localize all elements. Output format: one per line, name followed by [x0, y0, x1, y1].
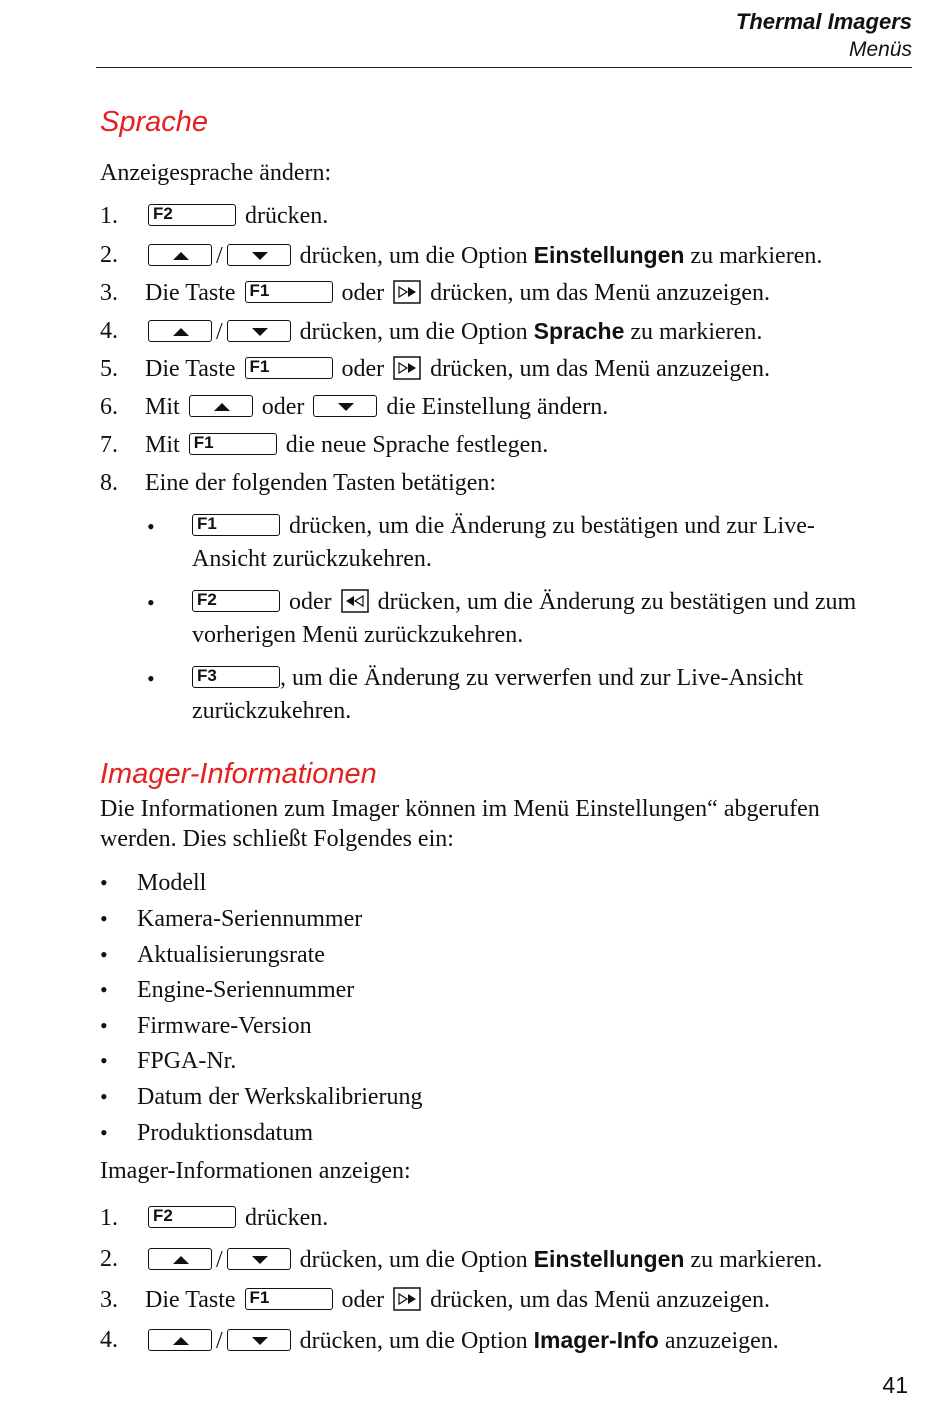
right-arrow-key-icon: [393, 356, 421, 380]
up-arrow-key-icon: [148, 1329, 212, 1351]
step-5: Die Taste F1 oder drücken, um das Menü anzuzeigen.: [145, 356, 771, 382]
section-title-sprache: Sprache: [100, 106, 209, 138]
f1-key-icon: F1: [245, 357, 333, 379]
imager-display-intro: Imager-Informationen anzeigen:: [100, 1158, 411, 1184]
up-arrow-key-icon: [148, 320, 212, 342]
imager-step-2: / drücken, um die Option Einstellungen zu markieren.: [145, 1244, 822, 1275]
back-arrow-key-icon: [341, 589, 369, 613]
step-number: 6.: [100, 394, 118, 420]
header-rule: [96, 67, 912, 68]
imager-intro-line1: Die Informationen zum Imager können im Menü Einstellungen“ abgerufen: [100, 796, 820, 822]
imager-intro-line2: werden. Dies schließt Folgendes ein:: [100, 826, 454, 852]
up-arrow-key-icon: [148, 244, 212, 266]
imager-step-1: F2 drücken.: [145, 1203, 328, 1233]
step-4: / drücken, um die Option Sprache zu markieren.: [145, 316, 762, 347]
page-header: [736, 8, 912, 64]
bullet: •: [100, 977, 108, 1002]
step-number: 7.: [100, 432, 118, 458]
list-item: Datum der Werkskalibrierung: [137, 1084, 423, 1110]
right-arrow-key-icon: [393, 1287, 421, 1311]
step-number: 4.: [100, 1327, 118, 1353]
imager-step-4: / drücken, um die Option Imager-Info anzuzeigen.: [145, 1325, 779, 1356]
list-item: Firmware-Version: [137, 1013, 312, 1039]
bullet: •: [100, 1084, 108, 1109]
bullet: •: [100, 1013, 108, 1038]
list-item: Engine-Seriennummer: [137, 977, 355, 1003]
bullet: •: [100, 942, 108, 967]
down-arrow-key-icon: [313, 395, 377, 417]
step-number: 1.: [100, 1205, 118, 1231]
step-number: 4.: [100, 318, 118, 344]
f2-key-icon: F2: [148, 1206, 236, 1228]
step-6: Mit oder die Einstellung ändern.: [145, 394, 609, 420]
step-number: 8.: [100, 470, 118, 496]
step-number: 5.: [100, 356, 118, 382]
option-name: Imager-Info: [533, 1327, 659, 1353]
header-product: Thermal Imagers: [735, 9, 912, 34]
option-name: Sprache: [533, 318, 625, 344]
bullet: •: [100, 870, 108, 895]
list-item: FPGA-Nr.: [137, 1048, 237, 1074]
step-3: Die Taste F1 oder drücken, um das Menü anzuzeigen.: [145, 280, 771, 306]
bullet: •: [147, 666, 155, 691]
page-number: 41: [882, 1372, 908, 1398]
down-arrow-key-icon: [227, 320, 291, 342]
step-number: 1.: [100, 203, 118, 229]
step-8: Eine der folgenden Tasten betätigen:: [145, 470, 497, 496]
f3-key-icon: F3: [192, 666, 280, 688]
f1-key-icon: F1: [189, 433, 277, 455]
down-arrow-key-icon: [227, 1248, 291, 1270]
f1-key-icon: F1: [245, 1288, 333, 1310]
down-arrow-key-icon: [227, 1329, 291, 1351]
f2-key-icon: F2: [192, 590, 280, 612]
subitem-3: F3 , um die Änderung zu verwerfen und zur Live-Ansicht zurückzukehren.: [192, 665, 804, 724]
step-text: drücken.: [245, 203, 329, 229]
step-2: / drücken, um die Option Einstellungen zu markieren.: [145, 240, 822, 271]
f2-key-icon: F2: [148, 204, 236, 226]
sprache-intro: Anzeigesprache ändern:: [100, 160, 332, 186]
step-number: 3.: [100, 1287, 118, 1313]
bullet: •: [100, 1120, 108, 1145]
option-name: Einstellungen: [533, 1246, 685, 1272]
step-7: Mit F1 die neue Sprache festlegen.: [145, 432, 549, 458]
imager-step-3: Die Taste F1 oder drücken, um das Menü anzuzeigen.: [145, 1287, 771, 1313]
step-number: 2.: [100, 1246, 118, 1272]
f1-key-icon: F1: [245, 281, 333, 303]
bullet: •: [100, 906, 108, 931]
subitem-1: F1 drücken, um die Änderung zu bestätigen und zur Live- Ansicht zurückzukehren.: [192, 513, 815, 572]
header-section: Menüs: [848, 38, 912, 61]
bullet: •: [147, 590, 155, 615]
step-number: 2.: [100, 242, 118, 268]
step-number: 3.: [100, 280, 118, 306]
subitem-2: F2 oder drücken, um die Änderung zu bestätigen und zum vorherigen Menü zurückzukehren.: [192, 589, 857, 648]
step-1: [145, 201, 328, 231]
list-item: Produktionsdatum: [137, 1120, 314, 1146]
f1-key-icon: F1: [192, 514, 280, 536]
up-arrow-key-icon: [189, 395, 253, 417]
list-item: Kamera-Seriennummer: [137, 906, 363, 932]
down-arrow-key-icon: [227, 244, 291, 266]
bullet: •: [147, 514, 155, 539]
bullet: •: [100, 1048, 108, 1073]
option-name: Einstellungen: [533, 242, 685, 268]
list-item: Modell: [137, 870, 207, 896]
section-title-imager-info: Imager-Informationen: [100, 758, 377, 790]
list-item: Aktualisierungsrate: [137, 942, 325, 968]
right-arrow-key-icon: [393, 280, 421, 304]
up-arrow-key-icon: [148, 1248, 212, 1270]
